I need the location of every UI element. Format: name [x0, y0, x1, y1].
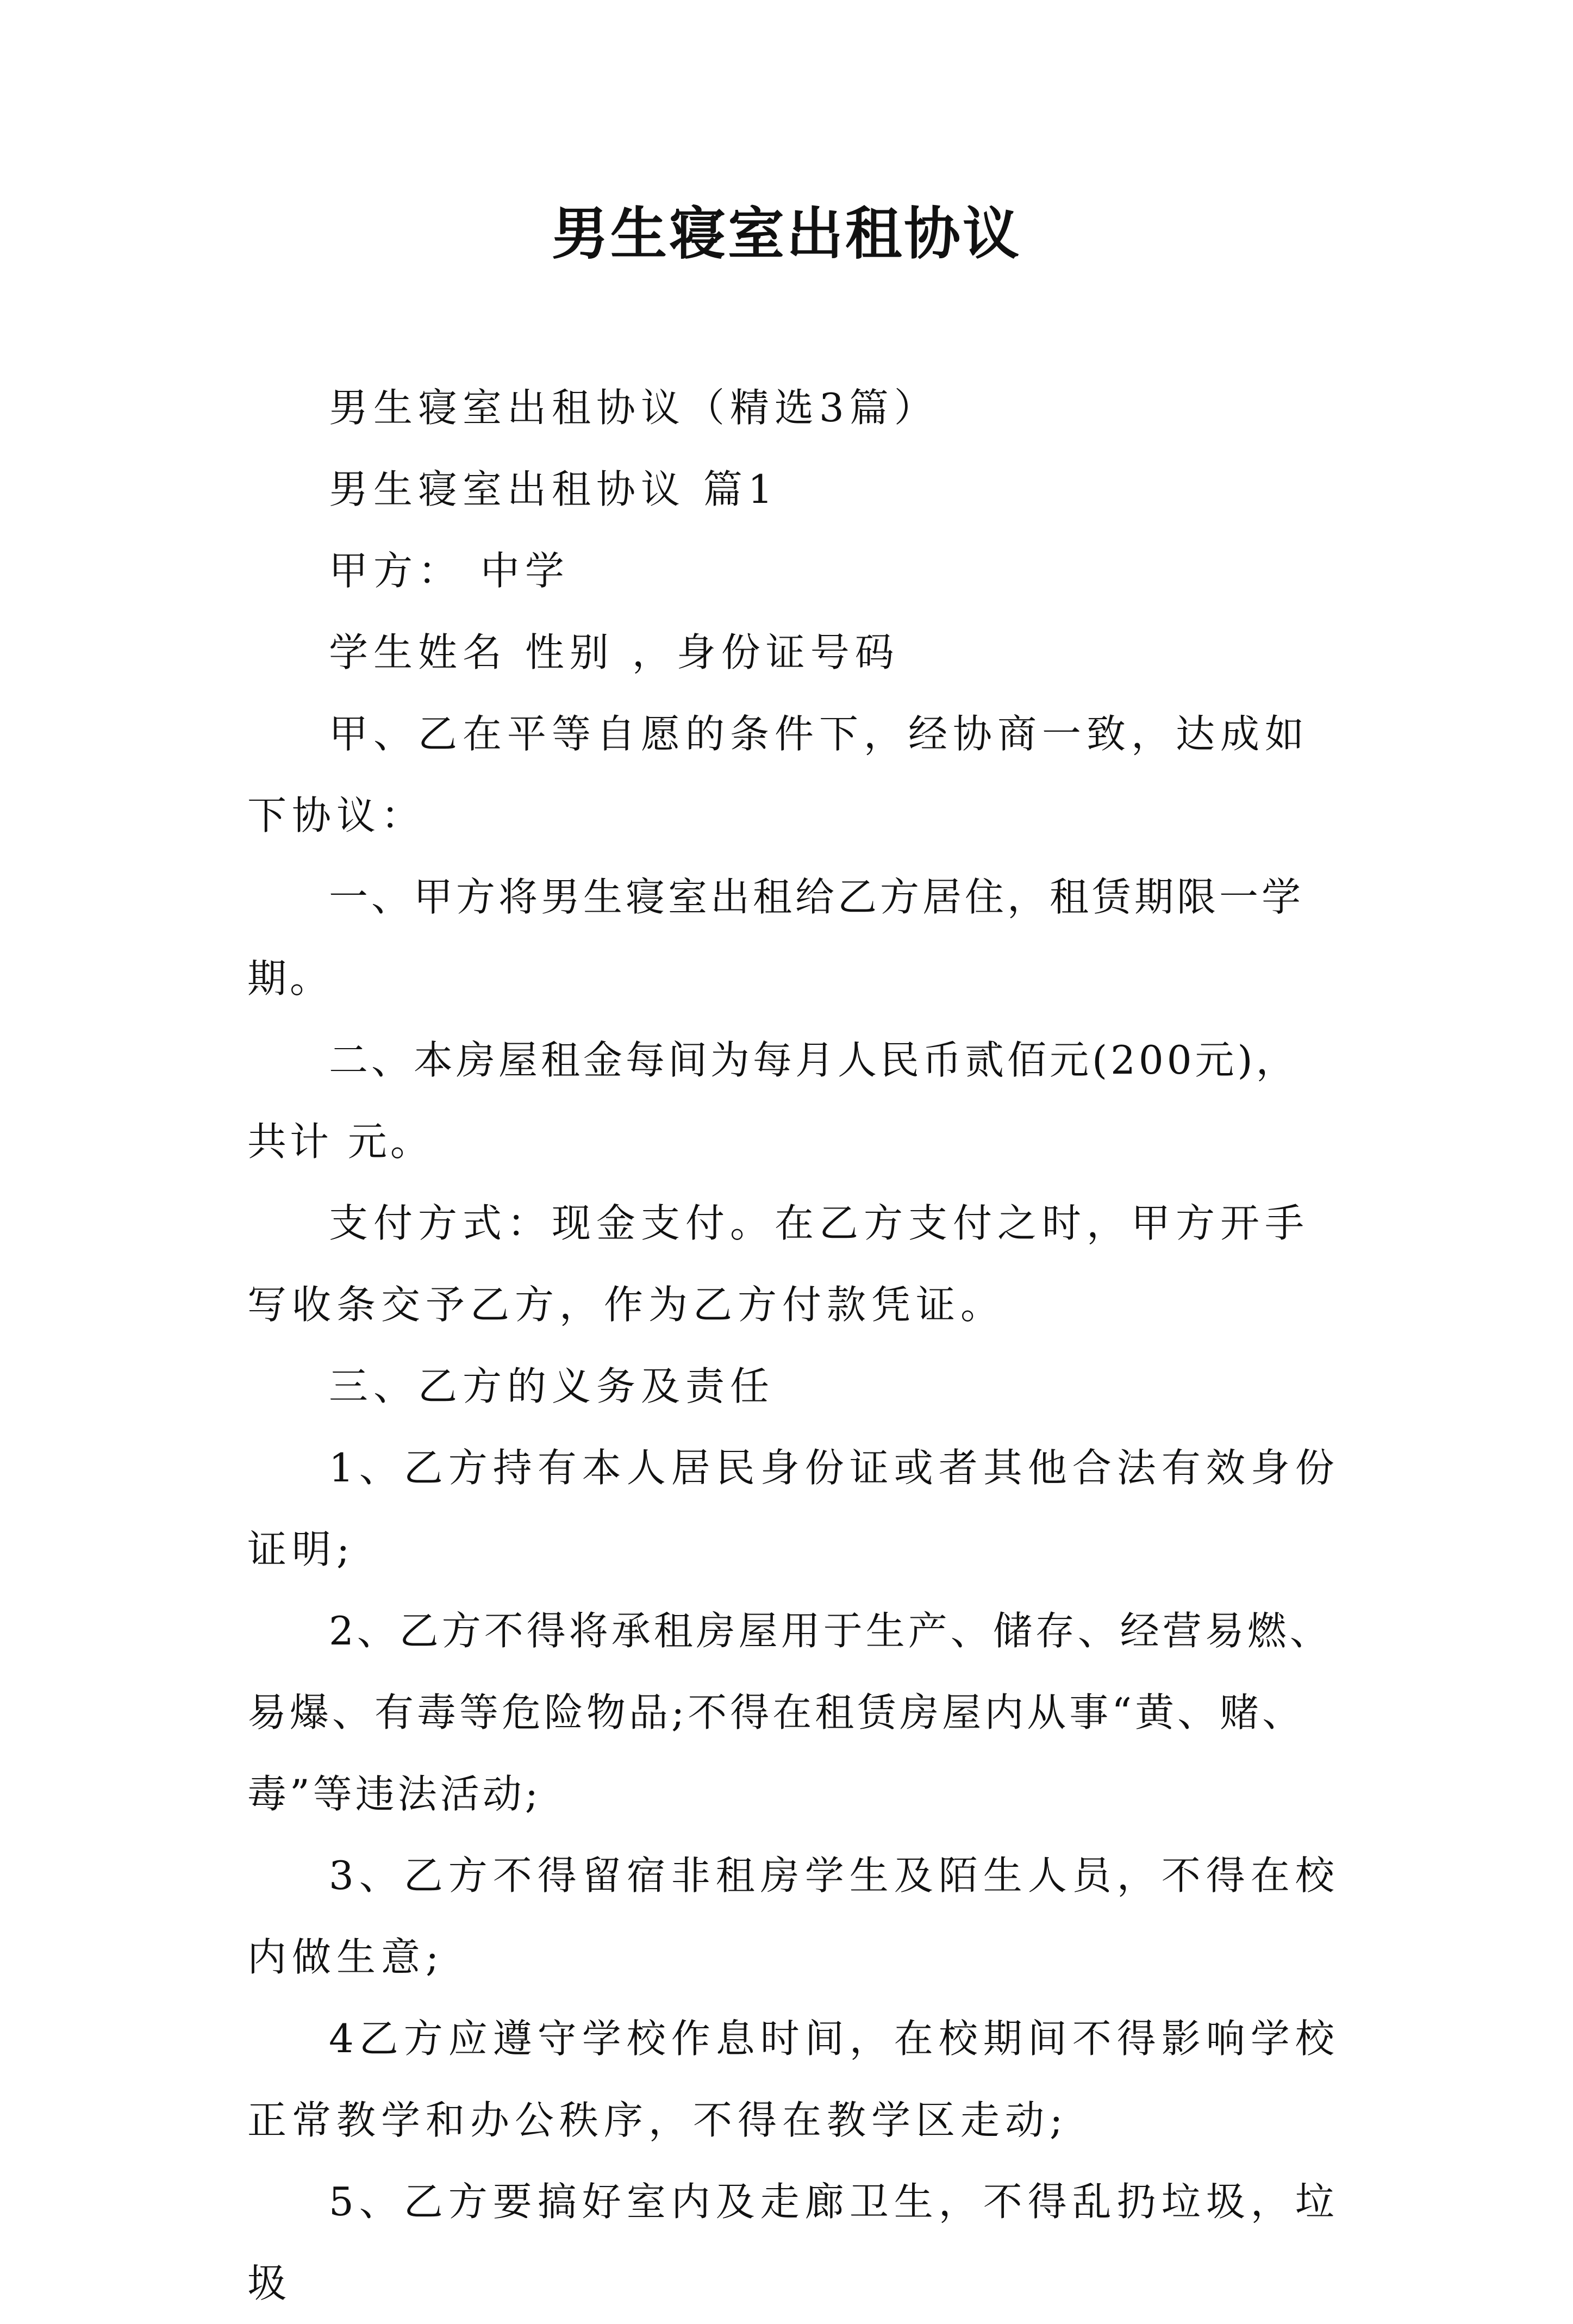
paragraph-clause-2: 二、本房屋租金每间为每月人民币贰佰元(200元)，共计 元。: [247, 1037, 1299, 1164]
paragraph-clause-1: 一、甲方将男生寝室出租给乙方居住，租赁期限一学期。: [247, 874, 1304, 1001]
paragraph-duty-2: 2、乙方不得将承租房屋用于生产、储存、经营易燃、易爆、有毒等危险物品;不得在租赁房屋内从事“黄、赌、毒”等违法活动;: [247, 1608, 1332, 1817]
document-title: 男生寝室出租协议: [551, 201, 1021, 267]
paragraph-payment-method: 支付方式：现金支付。在乙方支付之时，甲方开手写收条交予乙方，作为乙方付款凭证。: [247, 1200, 1310, 1328]
paragraph-duty-1: 1、乙方持有本人居民身份证或者其他合法有效身份证明;: [247, 1445, 1340, 1572]
paragraph-agreement-intro: 甲、乙在平等自愿的条件下，经协商一致，达成如下协议：: [247, 711, 1310, 838]
paragraph-section-heading: 男生寝室出租协议 篇1: [329, 466, 778, 512]
paragraph-duty-5: 5、乙方要搞好室内及走廊卫生，不得乱扔垃圾，垃圾: [247, 2179, 1340, 2306]
paragraph-clause-3-heading: 三、乙方的义务及责任: [329, 1363, 775, 1409]
paragraph-duty-3: 3、乙方不得留宿非租房学生及陌生人员，不得在校内做生意;: [247, 1853, 1340, 1980]
paragraph-student-info: 学生姓名 性别 ，身份证号码: [329, 630, 900, 675]
paragraph-subtitle: 男生寝室出租协议（精选3篇）: [329, 385, 939, 431]
paragraph-duty-4: 4乙方应遵守学校作息时间，在校期间不得影响学校正常教学和办公秩序，不得在教学区走动;: [247, 2016, 1340, 2143]
document-body: [247, 367, 1340, 2324]
paragraph-party-a: 甲方： 中学: [329, 548, 570, 594]
